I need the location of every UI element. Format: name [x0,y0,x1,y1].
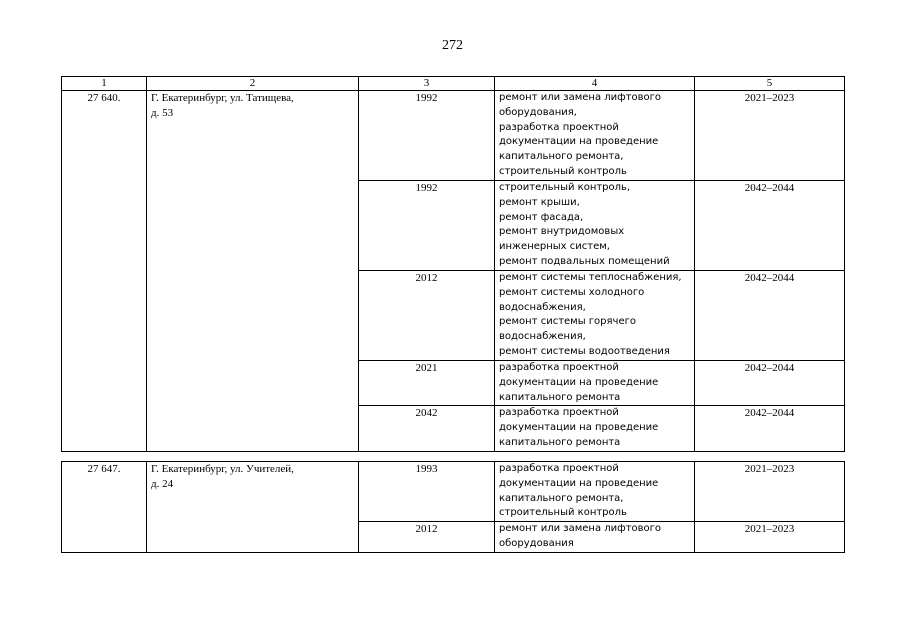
period-cell: 2042–2044 [695,181,845,271]
year-cell: 2012 [359,271,495,361]
header-cell-5: 5 [695,77,845,91]
period-cell: 2042–2044 [695,406,845,451]
capital-repair-table [61,76,845,452]
works-cell: разработка проектной документации на проведение капитального ремонта [495,361,695,406]
works-cell: разработка проектной документации на проведение капитального ремонта [495,406,695,451]
period-cell: 2021–2023 [695,91,845,181]
row-number-cell: 27 647. [62,462,147,553]
header-cell-2: 2 [147,77,359,91]
year-cell: 1992 [359,91,495,181]
year-cell: 1992 [359,181,495,271]
year-cell: 1993 [359,462,495,522]
works-cell: строительный контроль, ремонт крыши, ремонт фасада, ремонт внутридомовых инженерных систем, ремонт подвальных помещений [495,181,695,271]
period-cell: 2021–2023 [695,522,845,553]
header-cell-4: 4 [495,77,695,91]
works-cell: ремонт или замена лифтового оборудования [495,522,695,553]
year-cell: 2012 [359,522,495,553]
works-cell: ремонт системы теплоснабжения, ремонт системы холодного водоснабжения, ремонт системы горячего водоснабжения, ремонт системы водоотведения [495,271,695,361]
period-cell: 2042–2044 [695,361,845,406]
year-cell: 2042 [359,406,495,451]
header-cell-1: 1 [62,77,147,91]
year-cell: 2021 [359,361,495,406]
address-cell: Г. Екатеринбург, ул. Учителей, д. 24 [147,462,359,553]
address-cell: Г. Екатеринбург, ул. Татищева, д. 53 [147,91,359,452]
period-cell: 2021–2023 [695,462,845,522]
table-row [62,462,845,522]
period-cell: 2042–2044 [695,271,845,361]
page-number: 272 [442,38,463,53]
table-header-row [62,77,845,91]
row-number-cell: 27 640. [62,91,147,452]
capital-repair-table-continued [61,461,845,553]
works-cell: разработка проектной документации на проведение капитального ремонта, строительный контроль [495,462,695,522]
works-cell: ремонт или замена лифтового оборудования, разработка проектной документации на проведение капитального ремонта, строительный контроль [495,91,695,181]
table-row [62,91,845,181]
header-cell-3: 3 [359,77,495,91]
